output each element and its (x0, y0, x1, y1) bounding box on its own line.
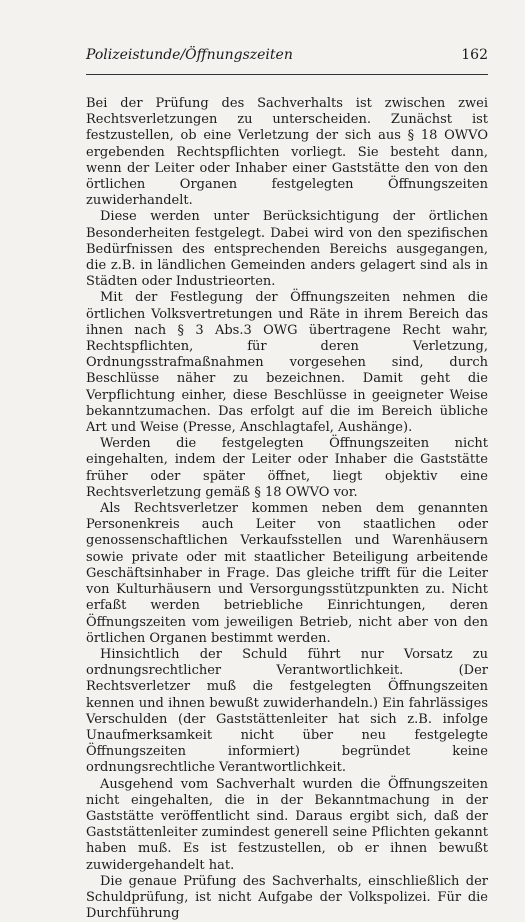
body-text (86, 96, 488, 922)
header-rule (86, 74, 488, 75)
paragraph: Ausgehend vom Sachverhalt wurden die Öffnungszeiten nicht eingehalten, die in der Bekanntmachung in der Gaststätte veröffentlicht sind. Daraus ergibt sich, daß der Gaststättenleiter zumindest generell seine Pflichten gekannt haben muß. Es ist festzustellen, ob er ihnen bewußt zuwidergehandelt hat. (86, 776, 488, 873)
page-number: 162 (461, 47, 488, 63)
running-title: Polizeistunde/Öffnungszeiten (86, 47, 293, 63)
paragraph: Bei der Prüfung des Sachverhalts ist zwischen zwei Rechtsverletzungen zu unterscheiden. Zunächst ist festzustellen, ob eine Verletzung der sich aus § 18 OWVO ergebenden Rechtspflichten vorliegt. Sie besteht dann, wenn der Leiter oder Inhaber einer Gaststätte den von den örtlichen Organen festgelegten Öffnungszeiten zuwiderhandelt. (86, 96, 488, 209)
paragraph: Als Rechtsverletzer kommen neben dem genannten Personenkreis auch Leiter von staatlichen oder genossenschaftlichen Verkaufsstellen und Warenhäusern sowie private oder mit staatlicher Beteiligung arbeitende Geschäftsinhaber in Frage. Das gleiche trifft für die Leiter von Kulturhäusern und Versorgungsstützpunkten zu. Nicht erfaßt werden betriebliche Einrichtungen, deren Öffnungszeiten vom jeweiligen Betrieb, nicht aber von den örtlichen Organen bestimmt werden. (86, 501, 488, 646)
page-header (86, 47, 488, 63)
paragraph: Die genaue Prüfung des Sachverhalts, einschließlich der Schuldprüfung, ist nicht Aufgabe der Volkspolizei. Für die Durchführung (86, 873, 488, 922)
paragraph: Mit der Festlegung der Öffnungszeiten nehmen die örtlichen Volksvertretungen und Räte in ihrem Bereich das ihnen nach § 3 Abs.3 OWG übertragene Recht wahr, Rechtspflichten, für deren Verletzung, Ordnungsstrafmaßnahmen vorgesehen sind, durch Beschlüsse näher zu bezeichnen. Damit geht die Verpflichtung einher, diese Beschlüsse in geeigneter Weise bekanntzumachen. Das erfolgt auf die im Bereich übliche Art und Weise (Presse, Anschlagtafel, Aushänge). (86, 290, 488, 436)
paragraph: Hinsichtlich der Schuld führt nur Vorsatz zu ordnungsrechtlicher Verantwortlichkeit. (Der Rechtsverletzer muß die festgelegten Öffnungszeiten kennen und ihnen bewußt zuwiderhandeln.) Ein fahrlässiges Verschulden (der Gaststättenleiter hat sich z.B. infolge Unaufmerksamkeit nicht über neu festgelegte Öffnungszeiten informiert) begründet keine ordnungsrechtliche Verantwortlichkeit. (86, 646, 488, 776)
paragraph: Diese werden unter Berücksichtigung der örtlichen Besonderheiten festgelegt. Dabei wird von den spezifischen Bedürfnissen des entsprechenden Bereichs ausgegangen, die z.B. in ländlichen Gemeinden anders gelagert sind als in Städten oder Industrieorten. (86, 209, 488, 290)
paragraph: Werden die festgelegten Öffnungszeiten nicht eingehalten, indem der Leiter oder Inhaber die Gaststätte früher oder später öffnet, liegt objektiv eine Rechtsverletzung gemäß § 18 OWVO vor. (86, 436, 488, 500)
